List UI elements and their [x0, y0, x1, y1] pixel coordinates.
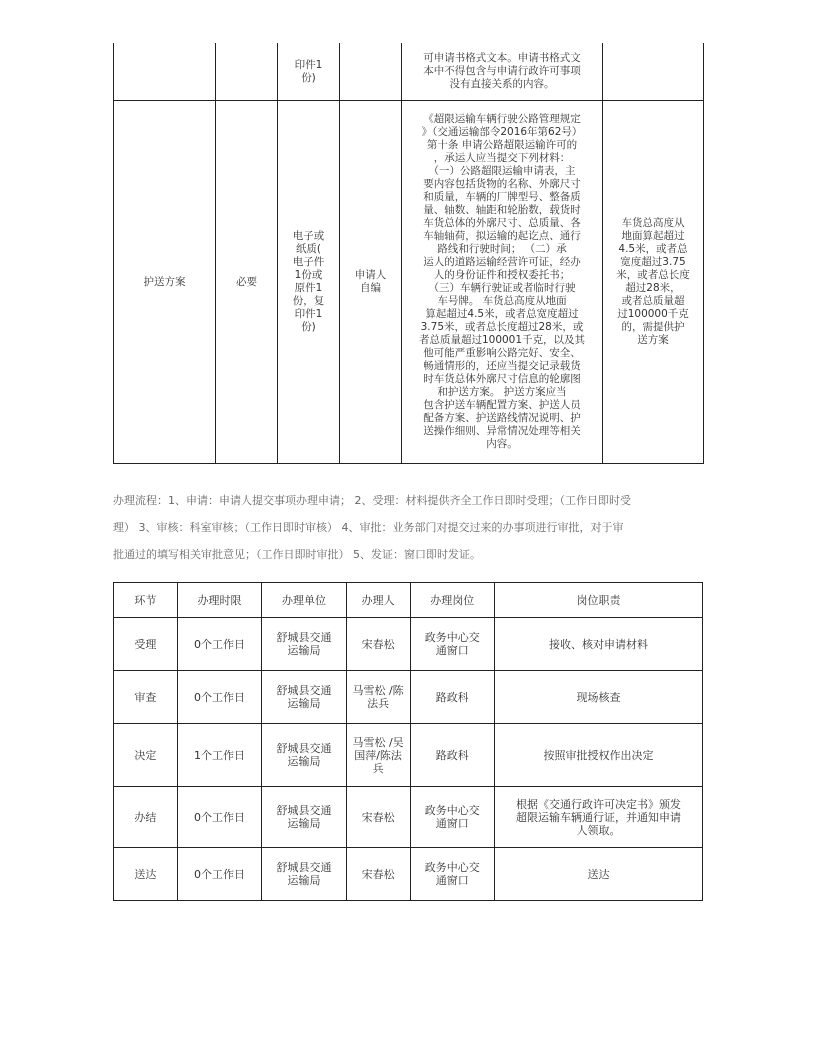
description-line: 车号牌。 车货总高度从地面 — [437, 295, 567, 307]
material-form-line: 份，复 — [292, 295, 325, 307]
note-line: 或者总质量超 — [621, 295, 685, 307]
description-line: 畅通情形的，还应当提交记录载货 — [423, 360, 581, 372]
duty-line: 按照审批授权作出决定 — [543, 748, 654, 762]
process-line: 批通过的填写相关审批意见；（工作日即时审批） 5、发证：窗口即时发证。 — [113, 548, 481, 561]
description-line: 3.75米，或者总长度超过28米，或 — [420, 321, 584, 333]
materials-table — [113, 43, 704, 464]
time-cell: 0个工作日 — [177, 671, 261, 724]
duty-cell — [494, 618, 702, 671]
description-line: 没有直接关系的内容。 — [449, 78, 555, 90]
description-line: 包含护送车辆配置方案、护送人员 — [423, 399, 581, 411]
source-cell — [340, 101, 402, 464]
material-form-line: 份) — [301, 71, 316, 84]
process-description — [113, 487, 703, 568]
workflow-header-row — [114, 583, 703, 618]
person-cell — [346, 848, 410, 901]
description-line: 人的身份证件和授权委托书； — [433, 269, 571, 281]
description-line: 路线和行驶时间； （二）承 — [437, 243, 567, 255]
note-line: 地面算起超过 — [621, 230, 685, 242]
duty-cell — [494, 848, 702, 901]
process-line: 理） 3、审核：科室审核；（工作日即时审核） 4、审批：业务部门对提交过来的办事项进行审批，对于审 — [113, 521, 624, 534]
required-cell: 必要 — [216, 101, 278, 464]
step-cell: 决定 — [114, 724, 178, 787]
step-cell: 受理 — [114, 618, 178, 671]
note-cell — [603, 101, 704, 464]
unit-cell — [262, 724, 346, 787]
post-cell — [410, 618, 494, 671]
duty-cell — [494, 787, 702, 848]
source-line: 自编 — [360, 282, 381, 294]
description-line: 配备方案、护送路线情况说明、护 — [423, 412, 581, 424]
duty-line: 接收、核对申请材料 — [548, 637, 648, 651]
unit-line: 运输局 — [287, 755, 321, 768]
post-line: 路政科 — [435, 690, 469, 704]
note-line: 的，需提供护 — [621, 321, 685, 333]
description-line: （三）车辆行驶证或者临时行驶 — [428, 282, 576, 294]
table-row — [114, 618, 703, 671]
header-duty: 岗位职责 — [494, 583, 702, 618]
description-cell — [402, 43, 603, 101]
time-cell: 0个工作日 — [177, 848, 261, 901]
post-cell — [410, 848, 494, 901]
header-post: 办理岗位 — [410, 583, 494, 618]
unit-line: 运输局 — [287, 644, 321, 657]
description-line: 者总质量超过100001千克，以及其 — [418, 334, 586, 346]
post-cell — [410, 787, 494, 848]
person-line: 马雪松 /吴 — [352, 735, 404, 749]
description-line: 本中不得包含与申请行政许可事项 — [423, 65, 581, 77]
person-line: 马雪松 /陈 — [352, 684, 404, 697]
step-cell: 送达 — [114, 848, 178, 901]
note-line: 送方案 — [637, 334, 669, 346]
header-time: 办理时限 — [177, 583, 261, 618]
description-line: 和护送方案。 护送方案应当 — [437, 386, 567, 398]
person-cell — [346, 618, 410, 671]
note-line: 米，或者总长度 — [616, 269, 690, 281]
table-row — [114, 724, 703, 787]
description-line: 》（交通运输部令2016年第62号） — [421, 126, 583, 138]
description-line: 内容。 — [486, 438, 518, 450]
unit-cell — [262, 848, 346, 901]
unit-line: 运输局 — [287, 697, 321, 710]
description-line: 和质量，车辆的厂牌型号、整备质 — [423, 191, 581, 203]
person-line: 宋春松 — [361, 867, 395, 881]
post-cell — [410, 671, 494, 724]
post-line: 通窗口 — [435, 874, 469, 887]
description-line: （一）公路超限运输申请表，主 — [428, 165, 576, 177]
note-cell — [603, 43, 704, 101]
post-line: 通窗口 — [435, 644, 469, 657]
materials-row-1 — [114, 43, 704, 101]
person-line: 宋春松 — [361, 810, 395, 824]
description-line: 可申请书格式文本。申请书格式文 — [423, 52, 581, 64]
unit-line: 舒城县交通 — [276, 631, 332, 644]
person-line: 宋春松 — [361, 637, 395, 651]
header-unit: 办理单位 — [262, 583, 346, 618]
duty-line: 根据《交通行政许可决定书》颁发 — [515, 797, 681, 811]
unit-cell — [262, 787, 346, 848]
post-line: 路政科 — [435, 748, 469, 762]
step-cell: 审查 — [114, 671, 178, 724]
step-cell: 办结 — [114, 787, 178, 848]
materials-row-2 — [114, 101, 704, 464]
description-line: 运人的道路运输经营许可证，经办 — [423, 256, 581, 268]
duty-cell — [494, 724, 702, 787]
note-line: 4.5米，或者总 — [618, 243, 688, 255]
table-row — [114, 671, 703, 724]
unit-cell — [262, 618, 346, 671]
source-cell — [340, 43, 402, 101]
person-cell — [346, 671, 410, 724]
post-cell — [410, 724, 494, 787]
material-form-line: 电子或 — [292, 230, 325, 242]
description-line: 送操作细则、异常情况处理等相关 — [423, 425, 581, 437]
duty-line: 人领取。 — [576, 823, 621, 837]
description-line: 《超限运输车辆行驶公路管理规定 — [423, 113, 581, 125]
material-form-line: 印件1 — [294, 58, 323, 71]
time-cell: 0个工作日 — [177, 618, 261, 671]
table-row — [114, 787, 703, 848]
unit-line: 运输局 — [287, 874, 321, 887]
person-cell — [346, 724, 410, 787]
description-line: 量、轴数、轴距和轮胎数，载货时 — [423, 204, 581, 216]
time-cell: 0个工作日 — [177, 787, 261, 848]
post-line: 通窗口 — [435, 817, 469, 830]
unit-line: 舒城县交通 — [276, 684, 332, 697]
person-line: 法兵 — [367, 697, 390, 710]
description-line: 时车货总体外廓尺寸信息的轮廓图 — [423, 373, 581, 385]
header-step: 环节 — [114, 583, 178, 618]
unit-line: 舒城县交通 — [276, 861, 332, 874]
post-line: 政务中心交 — [424, 861, 480, 874]
source-line: 申请人 — [354, 269, 387, 281]
post-line: 政务中心交 — [424, 631, 480, 644]
material-name-cell — [114, 43, 216, 101]
material-form-cell — [278, 101, 340, 464]
post-line: 政务中心交 — [424, 804, 480, 817]
workflow-table — [113, 582, 703, 901]
description-cell — [402, 101, 603, 464]
material-form-line: 印件1 — [294, 308, 323, 320]
description-line: 他可能严重影响公路完好、安全、 — [423, 347, 581, 359]
note-line: 车货总高度从 — [621, 217, 685, 229]
header-person: 办理人 — [346, 583, 410, 618]
material-form-line: 份) — [301, 321, 316, 333]
description-line: 车轴轴荷，拟运输的起讫点、通行 — [423, 230, 581, 242]
material-form-line: 电子件 — [292, 256, 325, 268]
description-line: 车货总体的外廓尺寸、总质量、各 — [423, 217, 581, 229]
description-line: 第十条 申请公路超限运输许可的 — [426, 139, 578, 151]
time-cell: 1个工作日 — [177, 724, 261, 787]
duty-line: 现场核查 — [576, 690, 621, 704]
unit-line: 舒城县交通 — [276, 742, 332, 755]
required-cell — [216, 43, 278, 101]
material-form-cell — [278, 43, 340, 101]
material-form-line: 纸质( — [295, 243, 322, 255]
material-form-line: 原件1 — [294, 282, 323, 294]
unit-line: 运输局 — [287, 817, 321, 830]
note-line: 超过28米， — [625, 282, 681, 294]
duty-line: 超限运输车辆通行证，并通知申请 — [515, 810, 681, 824]
table-row — [114, 848, 703, 901]
duty-line: 送达 — [587, 867, 610, 881]
unit-cell — [262, 671, 346, 724]
process-line: 办理流程：1、申请：申请人提交事项办理申请； 2、受理：材料提供齐全工作日即时受理；（工作日即时受 — [113, 494, 631, 507]
material-name-cell: 护送方案 — [114, 101, 216, 464]
unit-line: 舒城县交通 — [276, 804, 332, 817]
note-line: 过100000千克 — [617, 308, 689, 320]
person-line: 国萍/陈法 — [354, 748, 402, 762]
description-line: ，承运人应当提交下列材料： — [433, 152, 571, 164]
person-cell — [346, 787, 410, 848]
description-line: 算起超过4.5米，或者总宽度超过 — [425, 308, 579, 320]
description-line: 要内容包括货物的名称、外廓尺寸 — [423, 178, 581, 190]
person-line: 兵 — [372, 761, 384, 775]
note-line: 宽度超过3.75 — [620, 256, 686, 268]
material-form-line: 1份或 — [294, 269, 323, 281]
duty-cell — [494, 671, 702, 724]
